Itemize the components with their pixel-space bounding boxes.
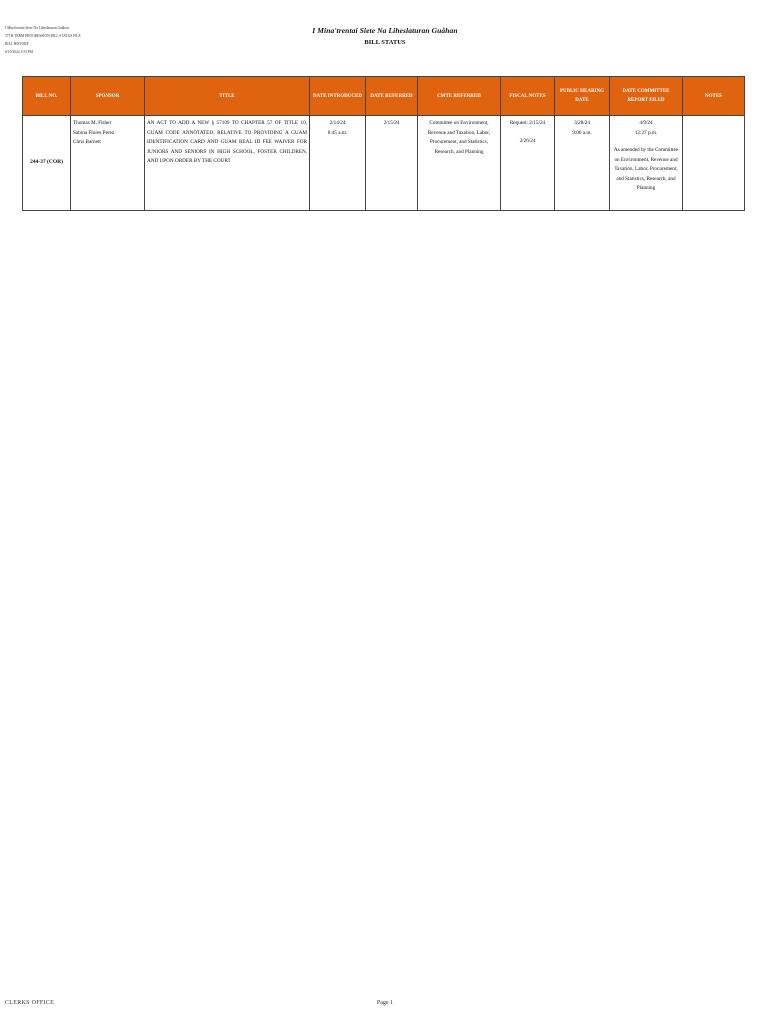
public-hearing-date: 3/28/24: [574, 120, 590, 126]
footer-office: CLERKS OFFICE: [5, 1000, 55, 1006]
committee-report-time: 12:27 p.m.: [634, 129, 658, 136]
header-left-line1: I Mina'trentai Siete Na Liheslaturan Guåhan: [5, 26, 69, 30]
bill-number[interactable]: 244-37 (COR): [23, 116, 71, 211]
table-row: [23, 116, 745, 211]
sponsor-name: Sabina Flores Perez: [73, 129, 115, 136]
col-header-notes: NOTES: [683, 77, 745, 116]
date-introduced-cell: [310, 116, 366, 211]
date-referred: 2/15/24: [366, 116, 418, 211]
date-introduced-date: 2/14/24: [329, 120, 346, 126]
col-header-fiscal-notes: FISCAL NOTES: [501, 77, 555, 116]
date-introduced-time: 8:45 a.m.: [327, 129, 348, 136]
committee-report-note: As amended by the Committee on Environment, Revenue and Taxation, Labor, Procurement, and Statistics, Research, and Planning: [613, 147, 679, 191]
document-header: [0, 26, 770, 46]
header-left-line2: 37TH TERM PROGRESSION BILL STATUS FILE: [5, 34, 81, 38]
col-header-sponsor: SPONSOR: [71, 77, 145, 116]
bill-title: AN ACT TO ADD A NEW § 57109 TO CHAPTER 57 OF TITLE 10, GUAM CODE ANNOTATED, RELATIVE TO PROVIDING A GUAM IDENTIFICATION CARD AND GUAM REAL ID FEE WAIVER FOR JUNIORS AND SENIORS IN HIGH SCHOOL, FOSTER CHILDREN, AND UPON ORDER BY THE COURT: [145, 116, 310, 211]
col-header-title: TITLE: [145, 77, 310, 116]
col-header-public-hearing: PUBLIC HEARING DATE: [555, 77, 610, 116]
header-left-line4: 6/10/2024 3:55 PM: [5, 50, 33, 54]
page-title: BILL STATUS: [364, 39, 406, 46]
sponsor-name: Chris Barnett: [73, 139, 101, 145]
table-header-row: [23, 77, 745, 116]
notes-cell: [683, 116, 745, 211]
committee-referred: Committee on Environment, Revenue and Taxation, Labor, Procurement, and Statistics, Research, and Planning: [418, 116, 501, 211]
bill-status-table: [22, 76, 745, 211]
fiscal-note-date: 2/26/24: [519, 137, 536, 144]
footer-page-number: Page 1: [376, 1000, 394, 1006]
legislature-name: I Mina'trentai Siete Na Liheslaturan Guåhan: [312, 26, 458, 35]
fiscal-notes-cell: [501, 116, 555, 211]
public-hearing-cell: [555, 116, 610, 211]
col-header-bill-no: BILL NO.: [23, 77, 71, 116]
committee-report-date: 4/9/24: [639, 120, 653, 126]
public-hearing-time: 9:00 a.m.: [572, 129, 592, 136]
col-header-date-introduced: DATE INTRODUCED: [310, 77, 366, 116]
fiscal-note-request: Request: 2/15/24: [509, 120, 546, 126]
sponsor-name: Thomas M. Fisher: [73, 120, 112, 126]
header-left-line3: BILL HISTORY: [5, 42, 30, 46]
sponsor-cell: [71, 116, 145, 211]
col-header-committee-report: DATE COMMITTEE REPORT FILED: [610, 77, 683, 116]
col-header-cmte-referred: CMTE REFERRED: [418, 77, 501, 116]
committee-report-cell: [610, 116, 683, 211]
col-header-date-referred: DATE REFERRED: [366, 77, 418, 116]
